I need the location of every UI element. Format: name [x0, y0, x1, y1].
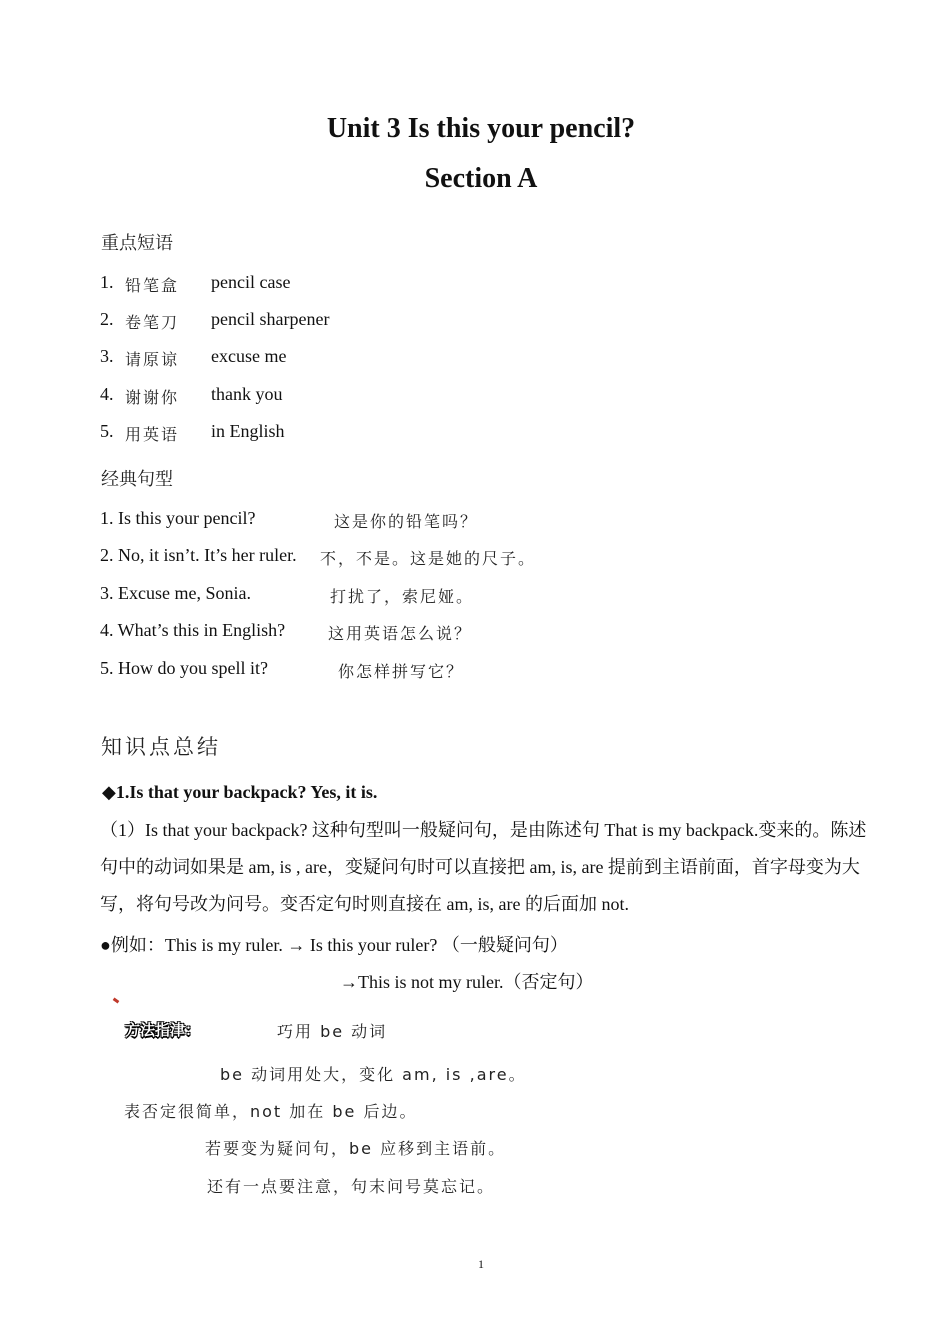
sentence-chinese: 不，不是。这是她的尺子。 [320, 549, 537, 568]
phrase-chinese: 用英语 [125, 425, 180, 444]
page-number: 1 [478, 1257, 484, 1271]
verse-line: be 动词用处大，变化 am, is ,are。 [220, 1065, 527, 1084]
verse-line: 表否定很简单，not 加在 be 后边。 [124, 1102, 418, 1121]
sentence-english: 3. Excuse me, Sonia. [100, 583, 251, 603]
sentence-english: 4. What’s this in English? [100, 620, 286, 640]
phrase-number: 2. [100, 309, 114, 329]
page-title: Unit 3 Is this your pencil? [326, 113, 636, 144]
phrase-english: thank you [211, 384, 283, 404]
point-title: ◆1.Is that your backpack? Yes, it is. [102, 782, 378, 802]
phrase-item [100, 309, 114, 330]
phrase-chinese: 铅笔盒 [125, 276, 180, 295]
explanation-paragraph: （1）Is that your backpack? 这种句型叫一般疑问句，是由陈述句 That is my backpack.变来的。陈述句中的动词如果是 am, is , are，变疑问句时可以直接把 am, is, are 提前到主语前面，首字母变为大写，将句号改为问号。变否定句时则直接在 am, is, are 的后面加 not. [100, 820, 867, 914]
verse-line: 若要变为疑问句，be 应移到主语前。 [205, 1139, 507, 1158]
phrase-number: 4. [100, 384, 114, 404]
example-line-negative: →This is not my ruler.（否定句） [340, 972, 594, 992]
phrase-number: 5. [100, 421, 114, 441]
red-mark [113, 998, 120, 1004]
verse-line: 还有一点要注意，句末问号莫忘记。 [207, 1177, 496, 1196]
phrase-chinese: 请原谅 [125, 350, 180, 369]
sentence-english: 5. How do you spell it? [100, 658, 268, 678]
sentences-heading: 经典句型 [101, 469, 173, 490]
sentence-chinese: 这是你的铅笔吗？ [334, 512, 479, 531]
phrase-english: pencil case [211, 272, 291, 292]
phrase-item [100, 272, 114, 293]
tip-badge: 方法指津： [125, 1021, 201, 1039]
section-title: Section A [424, 163, 538, 194]
phrase-item [100, 346, 114, 367]
tip-title: 巧用 be 动词 [277, 1022, 388, 1041]
sentence-chinese: 打扰了，索尼娅。 [330, 587, 475, 606]
summary-heading: 知识点总结 [101, 735, 221, 759]
phrase-english: excuse me [211, 346, 287, 366]
phrase-item [100, 384, 114, 405]
phrase-number: 3. [100, 346, 114, 366]
phrase-chinese: 卷笔刀 [125, 313, 180, 332]
phrases-heading: 重点短语 [101, 233, 173, 254]
example-line: ●例如：This is my ruler. → Is this your ruler? （一般疑问句） [100, 935, 568, 955]
sentence-english: 2. No, it isn’t. It’s her ruler. [100, 545, 297, 565]
sentence-chinese: 这用英语怎么说？ [328, 624, 473, 643]
phrase-item [100, 421, 114, 442]
sentence-english: 1. Is this your pencil? [100, 508, 256, 528]
phrase-number: 1. [100, 272, 114, 292]
phrase-english: pencil sharpener [211, 309, 330, 329]
sentence-chinese: 你怎样拼写它？ [338, 662, 465, 681]
phrase-chinese: 谢谢你 [125, 388, 180, 407]
phrase-english: in English [211, 421, 285, 441]
